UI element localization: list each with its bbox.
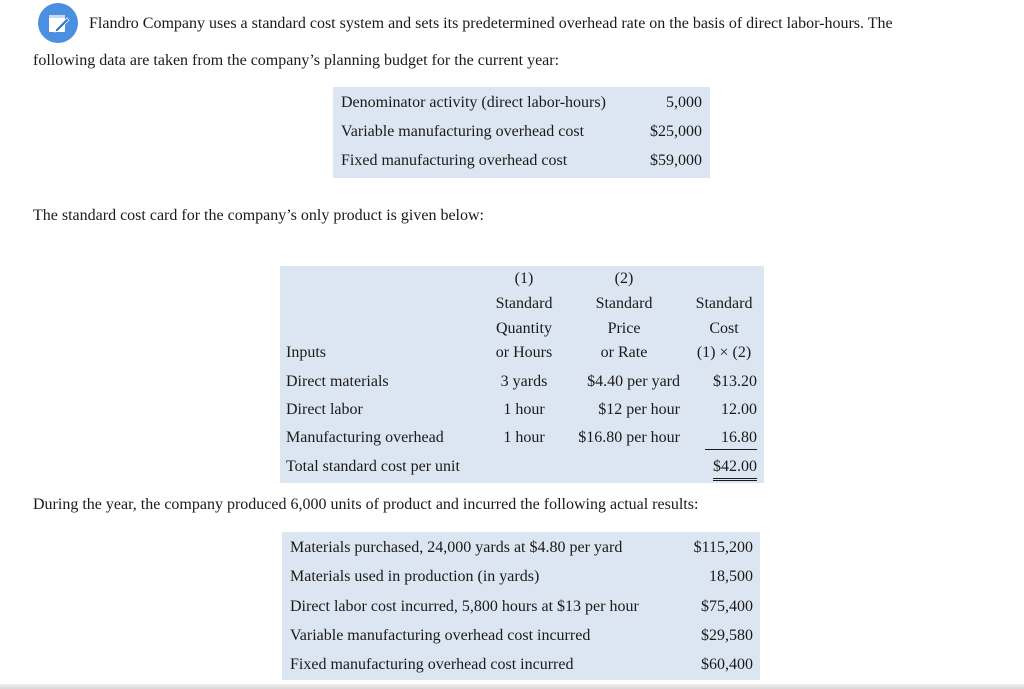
actual-value: $115,200 <box>693 539 753 556</box>
actual-intro: During the year, the company produced 6,000 units of product and incurred the following actual results: <box>33 496 699 513</box>
actual-value: $29,580 <box>701 627 753 644</box>
actual-label: Variable manufacturing overhead cost incurred <box>290 627 591 644</box>
col1-header-line: Standard <box>495 295 553 312</box>
card-row-price: $16.80 per hour <box>578 429 680 446</box>
intro-line-2: following data are taken from the company’s planning budget for the current year: <box>33 52 560 69</box>
card-row-input: Direct materials <box>286 373 389 390</box>
edit-pencil-icon <box>38 3 78 43</box>
actual-results-table <box>282 532 760 680</box>
bottom-edge <box>0 684 1024 689</box>
card-total-label: Total standard cost per unit <box>286 458 460 475</box>
card-intro: The standard cost card for the company’s only product is given below: <box>33 207 484 224</box>
budget-value: $25,000 <box>650 123 702 140</box>
card-row-cost: 12.00 <box>721 401 757 418</box>
card-total-value: $42.00 <box>713 457 757 481</box>
col2-header-line: Price <box>607 320 641 337</box>
standard-cost-card <box>280 266 764 483</box>
col3-header-line: (1) × (2) <box>696 344 752 361</box>
col1-header-line: or Hours <box>495 344 553 361</box>
card-row-qty: 1 hour <box>503 401 545 418</box>
col1-header-line: Quantity <box>496 320 552 337</box>
col1-header-line: (1) <box>514 270 534 287</box>
budget-table <box>333 87 710 178</box>
intro-line-1: Flandro Company uses a standard cost system and sets its predetermined overhead rate on the basis of direct labor-hours. The <box>89 15 893 32</box>
card-row-cost: 16.80 <box>705 428 757 450</box>
budget-label: Variable manufacturing overhead cost <box>341 123 585 140</box>
card-row-input: Direct labor <box>286 401 363 418</box>
actual-label: Fixed manufacturing overhead cost incurred <box>290 656 574 673</box>
card-row-price: $12 per hour <box>598 401 680 418</box>
inputs-header: Inputs <box>286 344 326 361</box>
actual-value: $75,400 <box>701 598 753 615</box>
card-row-price: $4.40 per yard <box>587 373 680 390</box>
actual-value: $60,400 <box>701 656 753 673</box>
budget-label: Denominator activity (direct labor-hours) <box>341 94 606 111</box>
col3-header-line: Cost <box>709 320 739 337</box>
card-row-qty: 1 hour <box>503 429 545 446</box>
card-row-input: Manufacturing overhead <box>286 429 444 446</box>
card-row-qty: 3 yards <box>500 373 548 390</box>
actual-label: Materials used in production (in yards) <box>290 568 540 585</box>
actual-value: 18,500 <box>709 568 753 585</box>
actual-label: Direct labor cost incurred, 5,800 hours at $13 per hour <box>290 598 639 615</box>
col2-header-line: Standard <box>595 295 653 312</box>
col3-header-line: Standard <box>695 295 753 312</box>
budget-value: $59,000 <box>650 152 702 169</box>
col2-header-line: or Rate <box>600 344 648 361</box>
budget-value: 5,000 <box>666 94 702 111</box>
actual-label: Materials purchased, 24,000 yards at $4.80 per yard <box>290 539 623 556</box>
budget-label: Fixed manufacturing overhead cost <box>341 152 568 169</box>
card-row-cost: $13.20 <box>713 373 757 390</box>
col2-header-line: (2) <box>614 270 634 287</box>
